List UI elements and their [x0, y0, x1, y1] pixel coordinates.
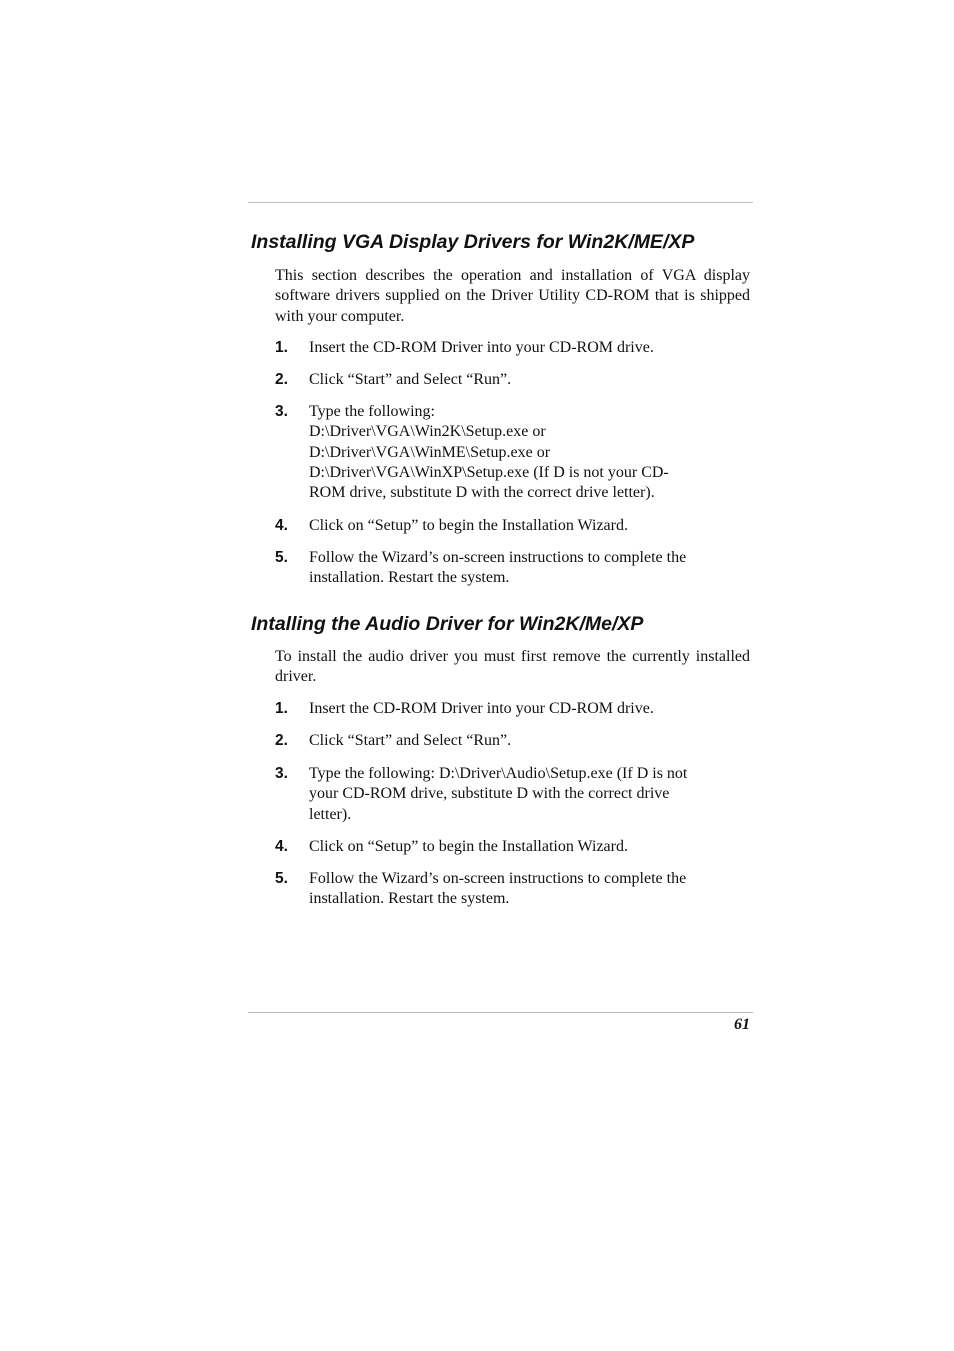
- header-rule: [248, 202, 753, 203]
- section-title-audio: Intalling the Audio Driver for Win2K/Me/XP: [251, 613, 644, 635]
- step-text: Insert the CD-ROM Driver into your CD-ROM drive.: [309, 700, 654, 717]
- step-number: 3.: [275, 403, 288, 420]
- step-text: Type the following: D:\Driver\Audio\Setup.exe (If D is not your CD-ROM drive, substitute D with the correct drive letter).: [309, 765, 688, 823]
- step-number: 4.: [275, 838, 288, 855]
- step-text: Click “Start” and Select “Run”.: [309, 371, 512, 388]
- step-number: 2.: [275, 371, 288, 388]
- step-text: Type the following: D:\Driver\VGA\Win2K\Setup.exe or D:\Driver\VGA\WinME\Setup.exe or D:\Driver\VGA\WinXP\Setup.exe (If D is not your CD- ROM drive, substitute D with the correct drive letter).: [309, 403, 669, 502]
- step-text: Click on “Setup” to begin the Installation Wizard.: [309, 838, 628, 855]
- step-text: Follow the Wizard’s on-screen instructions to complete the installation. Restart the system.: [309, 870, 687, 908]
- step-text: Insert the CD-ROM Driver into your CD-ROM drive.: [309, 339, 654, 356]
- footer-rule: [248, 1012, 753, 1013]
- step-number: 5.: [275, 870, 288, 887]
- step-text: Click on “Setup” to begin the Installation Wizard.: [309, 517, 628, 534]
- step-text: Click “Start” and Select “Run”.: [309, 732, 512, 749]
- step-text: Follow the Wizard’s on-screen instructions to complete the installation. Restart the system.: [309, 549, 687, 587]
- section-intro-vga: This section describes the operation and installation of VGA display software drivers supplied on the Driver Utility CD-ROM that is shipped with your computer.: [275, 267, 750, 325]
- step-number: 1.: [275, 339, 288, 356]
- page-number: 61: [734, 1016, 750, 1033]
- step-number: 3.: [275, 765, 288, 782]
- section-title-vga: Installing VGA Display Drivers for Win2K/ME/XP: [251, 231, 695, 253]
- section-intro-audio: To install the audio driver you must first remove the currently installed driver.: [275, 648, 750, 686]
- step-number: 5.: [275, 549, 288, 566]
- step-number: 4.: [275, 517, 288, 534]
- step-number: 1.: [275, 700, 288, 717]
- step-number: 2.: [275, 732, 288, 749]
